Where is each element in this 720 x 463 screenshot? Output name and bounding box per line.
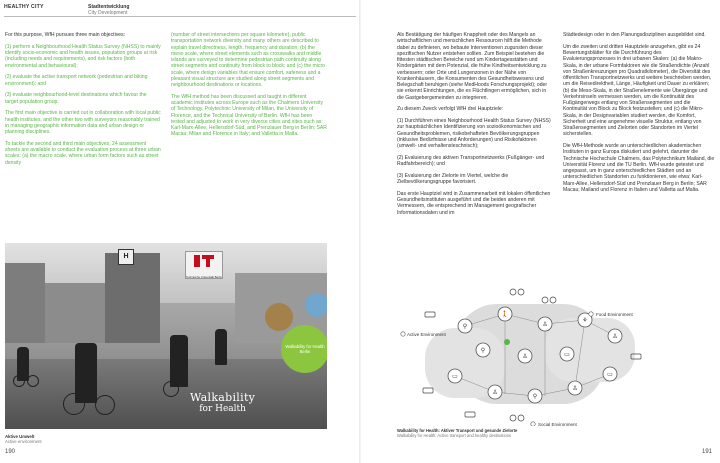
- right-column-2: [563, 32, 715, 199]
- running-header-section: HEALTHY CITY: [4, 4, 44, 10]
- bus-icon: ▭: [607, 371, 613, 378]
- left-page-number: 190: [5, 449, 16, 455]
- walkability-diagram: [395, 284, 661, 426]
- brown-bubble: [265, 303, 293, 331]
- bike-icon: ⚲: [480, 347, 486, 354]
- left-column-1: [5, 32, 161, 171]
- paragraph: (number of street intersections per square kilometre), public transportation network diversity and many others are described to explain travel directness, length, frequency and duration; (b) the meso scale, where street elements such as crosswalks and middle islands are surveyed to determine pedestrian path continuity along street segments and continuity from block to block; and (c) the micro scale, where design variables that ensure comfort, safeness and a pleasant visual structure are studied along street segments and neighbourhood destinations or locations.: [171, 32, 326, 88]
- paragraph: (2) Evaluierung des aktiven Transportnetzwerks (Fußgänger- und Radfahrbereich); und: [397, 154, 545, 167]
- chapter-title-de: Stadtentwicklung: [88, 4, 130, 10]
- fork-icon: ⚘: [582, 317, 588, 324]
- header-rule: [4, 16, 356, 17]
- blue-bubble: [305, 293, 327, 317]
- paragraph: For this purpose, WfH pursues three main objectives:: [5, 32, 126, 38]
- right-column-1: [397, 32, 553, 221]
- paragraph: To tackle the second and third main objectives, 24 assessment sheets are available to conduct the evaluation process at three urban scales: (a) the macro scale, where urban form factors such as street density: [5, 140, 161, 166]
- walker-icon: 🚶: [501, 311, 509, 318]
- right-page-number: 191: [702, 449, 713, 455]
- walker-icon: ♙: [542, 321, 548, 328]
- paragraph: Als Bestätigung der häufigen Knappheit oder des Mangels an wirtschaftlichen und menschlichen Ressourcen hilft die Methode dabei zu definieren, wo bebaute Interventionen zugunsten dieser spezifischen Nutzer entstehen sollten. Zum Beispiel bestehen die fittesten städtischen Bereiche rund um Kindertagesstätten und Kindergärten mit dem Potenzial, die frühe Kindheitsentwicklung zu verbessern; oder Orte und Lungenzonen in der Nähe von Krankenhäusern, die Konsumenten des Gesundheitswesens und Belegschaft beruhigen (siehe MedHoods Forschungsprojekt); oder sie erkennt Einrichtungen, die es Flüchtlingen ermöglichen, sich in die Gastgebergemeinden zu integrieren.: [397, 32, 548, 101]
- paragraph: Städtedesign oder in den Planungsdisziplinen ausgebildet sind.: [563, 32, 706, 38]
- paragraph: The first main objective is carried out in collaboration with local public health institutes, and the other two with surveyors reasonably trained in managing geographic information data and urban design or planning disciplines.: [5, 110, 161, 135]
- paragraph: (3) Evaluierung der Zielorte im Viertel, welche die Zielbevölkerungsgruppe favorisiert.: [397, 172, 509, 185]
- paragraph: (1) Durchführen eines Neighbourhood Health Status Survey (NHSS) zur hauptsächlichen Identifizierung von sozioökonomischen und Gesundheitsproblemen, risikobehafteten Bevölkerungsgruppen (inklusive Bedürfnisse und Anforderungen) und Risikofaktoren (umwelt- und verhaltensteschnisch);: [397, 118, 551, 149]
- cyclist-figure: [215, 329, 227, 365]
- walkability-title: Walkability for Health: [190, 391, 256, 414]
- food-environment-label: Food Environment: [596, 312, 633, 317]
- bike-icon: ⚲: [462, 323, 468, 330]
- paragraph: (3) evaluate neighbourhood-level destinations which favour the target population group.: [5, 92, 147, 105]
- left-column-2: [171, 32, 327, 143]
- green-marker: [504, 339, 510, 345]
- diagram-blob: [545, 318, 635, 382]
- street-photo: [5, 243, 327, 429]
- chapter-title-en: City Development: [88, 10, 128, 17]
- paragraph: (2) evaluate the active transport network (pedestrian and biking environment); and: [5, 74, 148, 87]
- tu-logo-icon: [186, 252, 222, 270]
- bus-icon: ▭: [564, 351, 570, 358]
- walker-icon: ♙: [572, 385, 578, 392]
- cyclist-figure: [170, 335, 188, 387]
- walker-icon: ♙: [522, 353, 528, 360]
- wfh-berlin-bubble: Walkability for Health Berlin: [281, 325, 327, 373]
- paragraph: Um die zweiten und dritten Hauptziele anzugehen, gibt es 24 Bewertungsblätter für die Durchführung des Evaluierungsprozesses in drei urbanen Skalen: (a) die Makro-Skala, in der urbane Formfaktoren wie die Straßendichte (Anzahl von Straßenkreuzungen pro Quadratkilometer), die Diversität des öffentlichen Transportnetzwerks und weitere beschrieben werden, um die Reisedirektheit, Länge, Häufigkeit und Dauer zu erklären; (b) die Meso-Skala, in der Straßenelemente wie Übergänge und Verkehrsinseln vermessen werden, um die Kontinuität des Fußgängerwegs entlang von Straßensegmenten und die Kontinuität von Block zu Block festzustellen; und (c) die Mikro-Skala, in der Designvariablen studiert werden, die Komfort, Sicherheit und eine angenehme visuelle Struktur, entlang von Straßensegmenten und Zielorten oder Standorten im Viertel sicherstellen.: [563, 43, 712, 138]
- left-caption: Aktive Umwelt Active environment: [5, 434, 42, 445]
- walker-icon: ♙: [612, 333, 618, 340]
- right-caption: Walkability for Health: Aktiver Transport und gesunde Zielorte Walkability for Health: Active transport and healthy destinations: [397, 428, 518, 438]
- active-environment-label: Active Environment: [407, 332, 446, 337]
- bus-icon: ▭: [452, 373, 458, 380]
- paragraph: Zu diesem Zweck verfolgt WfH drei Hauptziele:: [397, 106, 504, 113]
- paragraph: Das erste Hauptziel wird in Zusammenarbeit mit lokalen öffentlichen Gesundheitsinstituten ausgeführt und die beiden anderen mit Vermessern, die entsprechend im Management geografischer Informationsdaten und im: [397, 190, 551, 216]
- paragraph: (1) perform a Neighbourhood Health Status Survey (NHSS) to mainly identify socio-economic and health issues, population groups at risk (including needs and requirements), and risk factors (both environmental and behavioural);: [5, 43, 161, 69]
- paragraph: The WfH method has been discussed and taught in different academic institutes across Europe such as the Chalmers University of Technology, Polytechnic University of Milan, the University of Florence, and the Technical University of Berlin. WfH has been tested and adjusted to work in very diverse cities and sites such as: Karl-Marx-Allee, Hellersdorf-Süd, and Prenzlauer Berg in Berlin; SAR Macau; Milan and Florence in Italy; and Valletta in Malta.: [171, 93, 327, 138]
- h-sign: H: [118, 249, 134, 265]
- paragraph: Die WfH-Methode wurde an unterschiedlichen akademischen Instituten in ganz Europa diskutiert und gelehrt, darunter die Technische Hochschule Chalmers, das Polytechnikum Mailand, die Universität Florenz und die TU Berlin. WfH wurde getestet und angepasst, um in ganz unterschiedlichen Städten und an unterschiedlichen Standorten zu funktionieren, wie etwa: Karl-Marx-Allee, Hellersdorf-Süd und Prenzlauer Berg in Berlin; SAR Macau; Mailand und Florenz in Italien und Valletta auf Malta.: [563, 143, 715, 193]
- tu-berlin-logo: Technische Universität Berlin: [185, 251, 223, 279]
- bike-icon: ⚲: [532, 393, 538, 400]
- walker-icon: ♙: [492, 389, 498, 396]
- running-header-chapter: [88, 4, 129, 16]
- social-environment-label: Social Environment: [538, 422, 577, 426]
